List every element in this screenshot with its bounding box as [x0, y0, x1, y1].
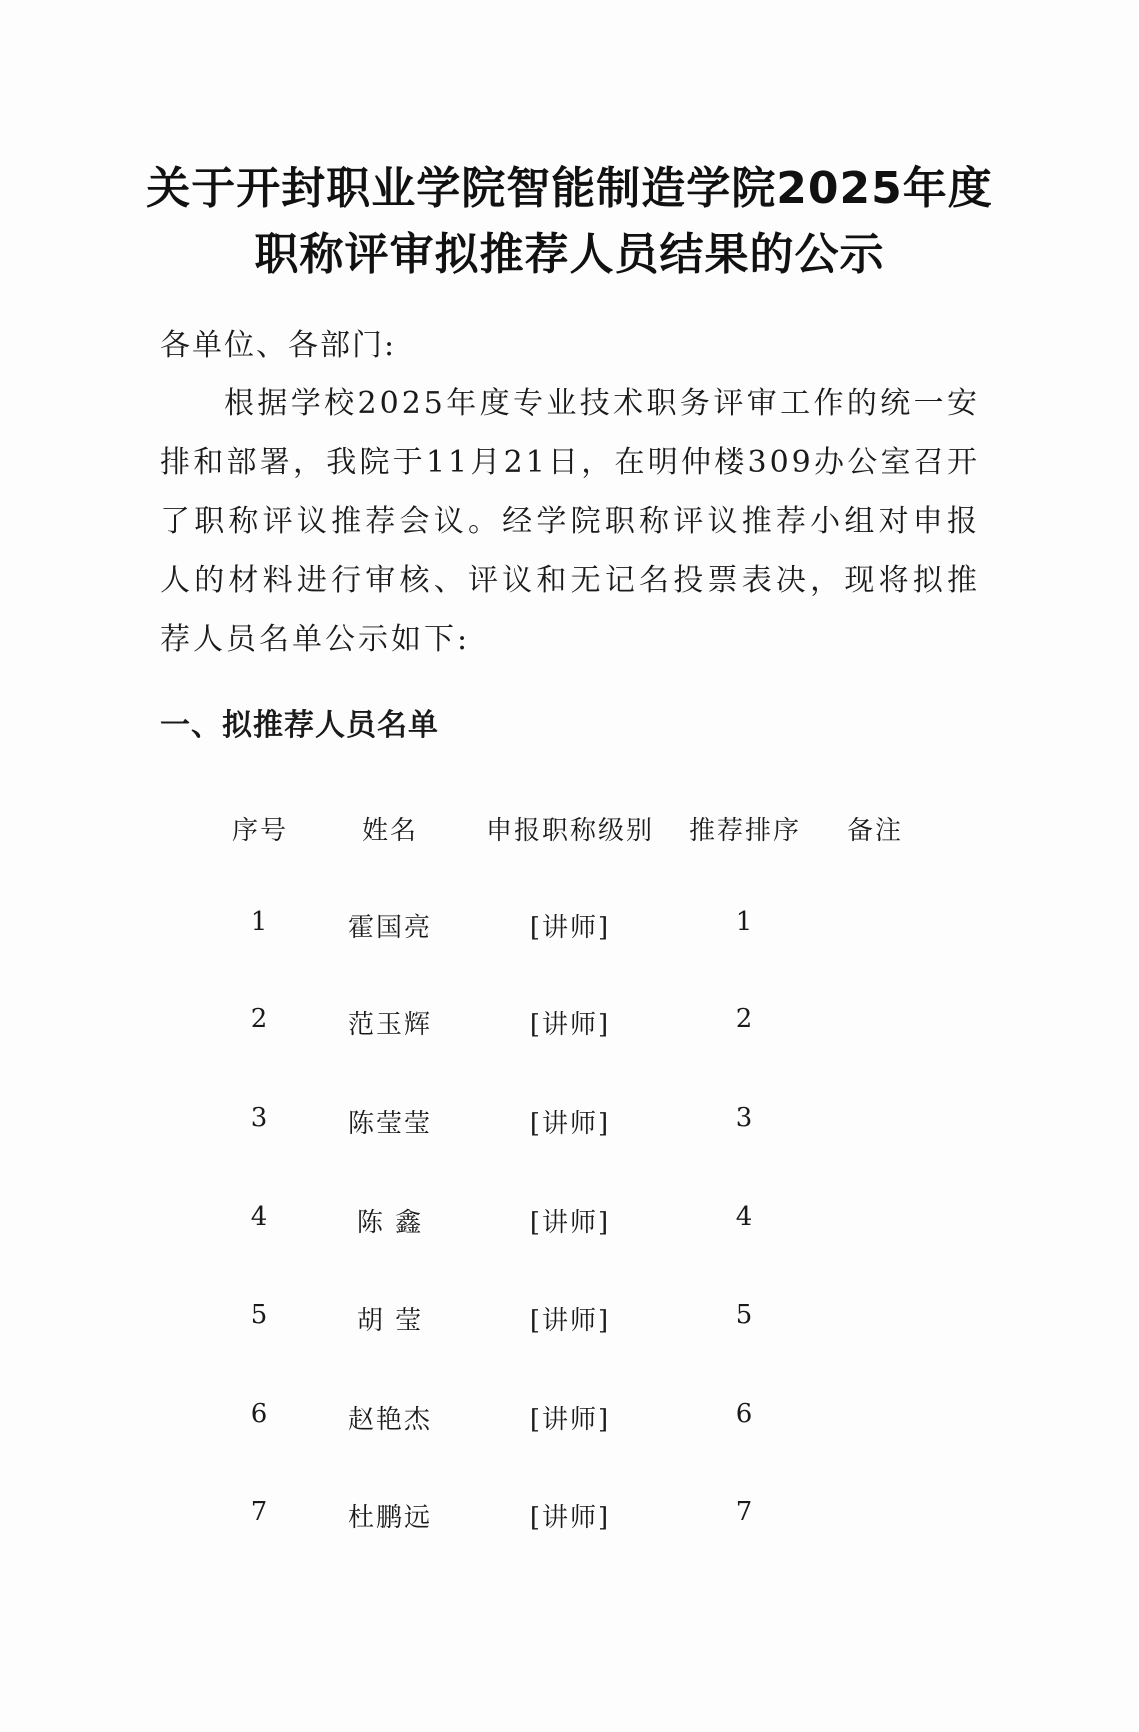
row-title: [讲师]: [529, 1010, 611, 1040]
table-header-seq: 序号: [231, 816, 288, 846]
row-name: 赵艳杰: [347, 1405, 432, 1435]
row-rank: 6: [735, 1399, 755, 1429]
body-paragraph: 根据学校2025年度专业技术职务评审工作的统一安排和部署，我院于11月21日，在明仲楼309办公室召开了职称评议推荐会议。经学院职称评议推荐小组对申报人的材料进行审核、评议和无记名投票表决，现将拟推荐人员名单公示如下:: [160, 386, 980, 657]
document-title-line-1: 关于开封职业学院智能制造学院2025年度: [146, 163, 993, 214]
row-seq: 3: [250, 1103, 270, 1133]
table-header-name: 姓名: [361, 816, 418, 846]
row-name: 陈莹莹: [347, 1109, 432, 1139]
row-rank: 5: [735, 1300, 755, 1330]
row-title: [讲师]: [529, 1208, 611, 1238]
table-header-rank: 推荐排序: [688, 816, 801, 846]
row-seq: 2: [250, 1004, 270, 1034]
row-name: 胡 莹: [356, 1306, 424, 1336]
section-heading: 一、拟推荐人员名单: [160, 708, 439, 743]
row-rank: 2: [735, 1004, 755, 1034]
row-name: 杜鹏远: [347, 1503, 432, 1533]
row-rank: 3: [735, 1103, 755, 1133]
row-seq: 1: [250, 907, 270, 937]
row-rank: 4: [735, 1202, 755, 1232]
row-name: 范玉辉: [347, 1010, 432, 1040]
row-seq: 5: [250, 1300, 270, 1330]
salutation: 各单位、各部门:: [160, 328, 397, 363]
row-title: [讲师]: [529, 1405, 611, 1435]
row-title: [讲师]: [529, 1306, 611, 1336]
row-title: [讲师]: [529, 1109, 611, 1139]
row-seq: 4: [250, 1202, 270, 1232]
table-header-note: 备注: [846, 816, 903, 846]
row-rank: 7: [735, 1497, 755, 1527]
row-rank: 1: [735, 907, 755, 937]
row-title: [讲师]: [529, 1503, 611, 1533]
row-title: [讲师]: [529, 913, 611, 943]
document-title-line-2: 职称评审拟推荐人员结果的公示: [254, 229, 885, 280]
table-header-title: 申报职称级别: [485, 816, 654, 846]
row-seq: 7: [250, 1497, 270, 1527]
row-name: 霍国亮: [347, 913, 432, 943]
row-name: 陈 鑫: [356, 1208, 424, 1238]
row-seq: 6: [250, 1399, 270, 1429]
